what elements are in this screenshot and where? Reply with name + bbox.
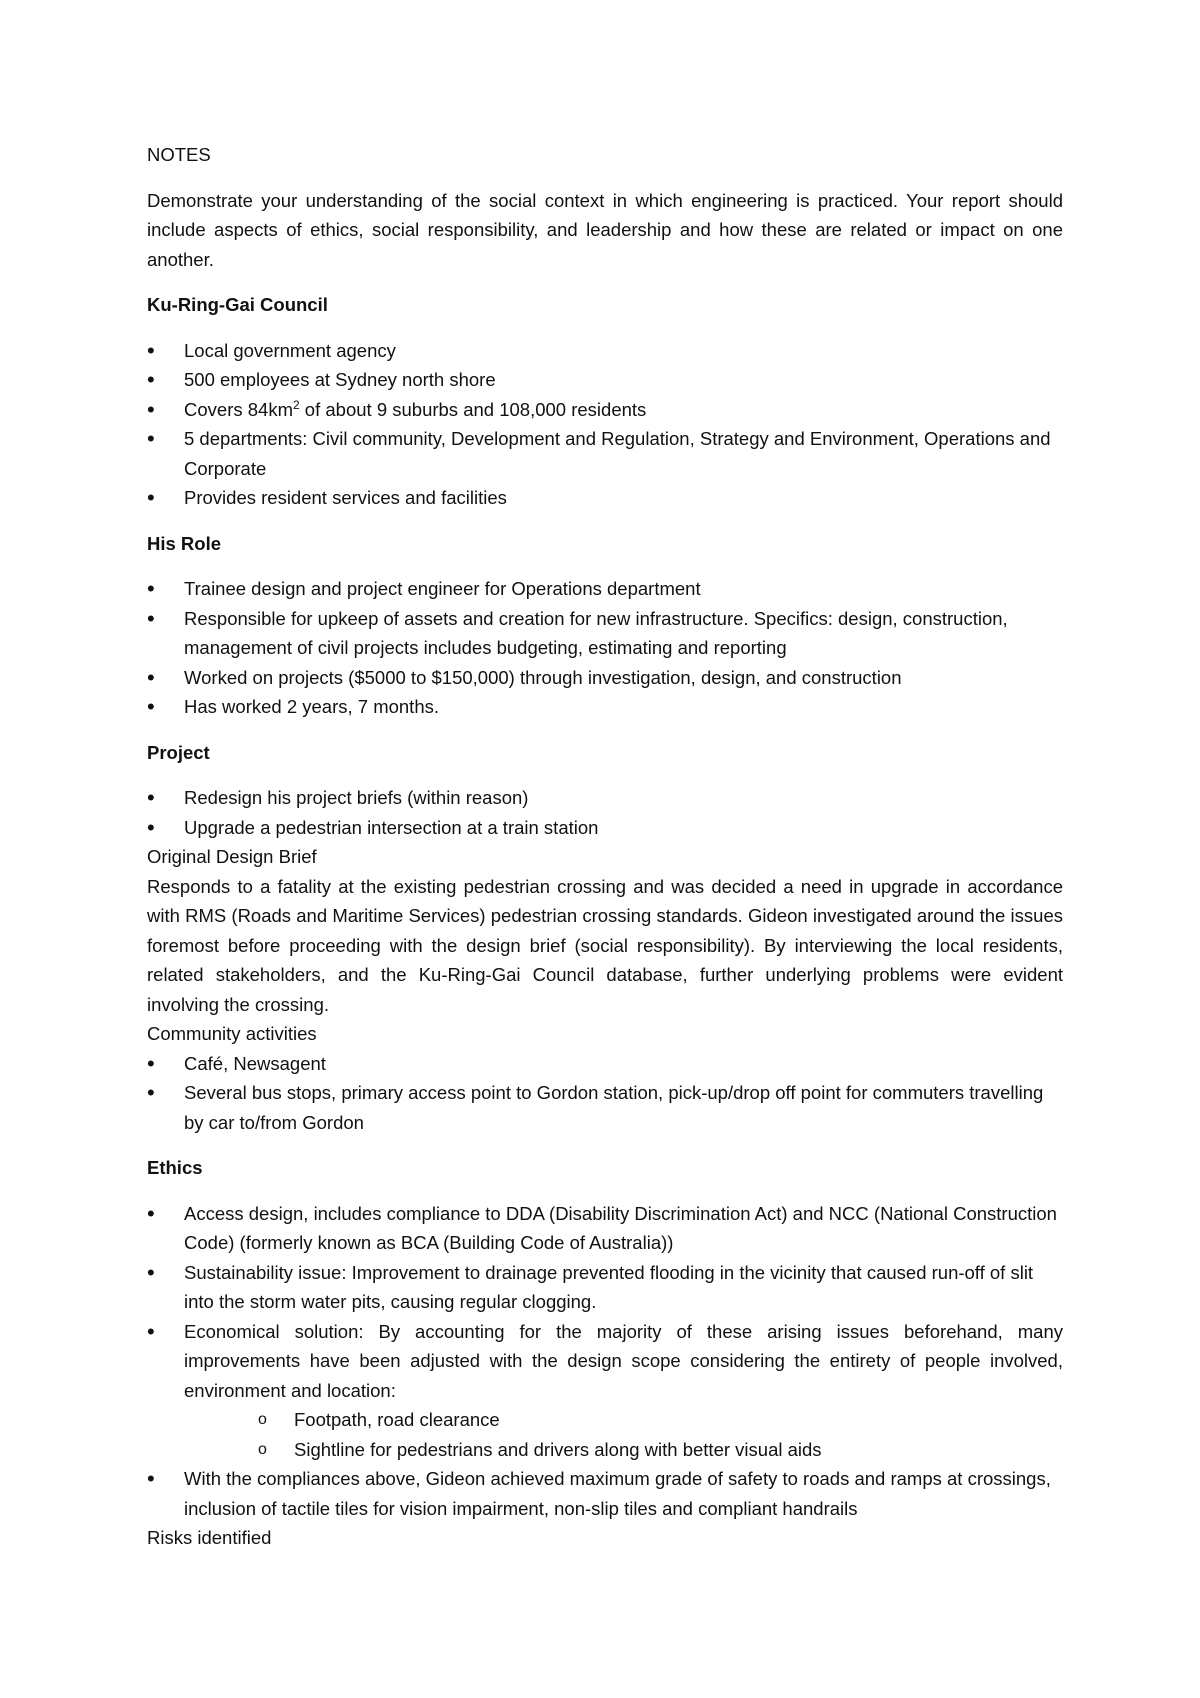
list-item: • Worked on projects ($5000 to $150,000) through investigation, design, and construction <box>147 663 1063 693</box>
list-item: • Sustainability issue: Improvement to drainage prevented flooding in the vicinity that caused run-off of slit into the storm water pits, causing regular clogging. <box>147 1258 1063 1317</box>
list-item: • Upgrade a pedestrian intersection at a train station <box>147 813 1063 843</box>
area-text-rest: of about 9 suburbs and 108,000 residents <box>299 398 647 420</box>
list-item: • 500 employees at Sydney north shore <box>147 365 1063 395</box>
list-item: • Has worked 2 years, 7 months. <box>147 692 1063 722</box>
risks-title: Risks identified <box>147 1527 272 1548</box>
list-item: • Access design, includes compliance to DDA (Disability Discrimination Act) and NCC (National Construction Code) (formerly known as BCA (Building Code of Australia)) <box>147 1199 1063 1258</box>
community-title: Community activities <box>147 1023 317 1044</box>
list-item: • Trainee design and project engineer for Operations department <box>147 574 1063 604</box>
list-item <box>147 395 1063 425</box>
superscript: 2 <box>292 397 300 412</box>
area-text: Covers 84km <box>184 398 293 420</box>
project-heading: Project <box>147 741 210 763</box>
list-item <box>147 1317 1063 1465</box>
sub-list-item: o Footpath, road clearance <box>184 1405 1063 1435</box>
brief-paragraph: Responds to a fatality at the existing pedestrian crossing and was decided a need in upgrade in accordance with RMS (Roads and Maritime Services) pedestrian crossing standards. Gideon investigated around the issues foremost before proceeding with the design brief (social responsibility). By interviewing the local residents, related stakeholders, and the Ku-Ring-Gai Council database, further underlying problems were evident involving the crossing. <box>147 875 1063 1015</box>
list-item: • Responsible for upkeep of assets and creation for new infrastructure. Specifics: design, construction, management of civil projects includes budgeting, estimating and reporting <box>147 604 1063 663</box>
list-item: • Provides resident services and facilities <box>147 483 1063 513</box>
council-heading: Ku-Ring-Gai Council <box>147 294 328 315</box>
list-item: • Local government agency <box>147 336 1063 366</box>
ethics-heading: Ethics <box>147 1157 203 1178</box>
list-item: • Café, Newsagent <box>147 1049 1063 1079</box>
sub-list-item: o Sightline for pedestrians and drivers along with better visual aids <box>184 1435 1063 1465</box>
ethics-list <box>147 1199 1063 1524</box>
brief-title: Original Design Brief <box>147 846 317 867</box>
community-list <box>147 1049 1063 1138</box>
intro-paragraph: Demonstrate your understanding of the social context in which engineering is practiced. Your report should include aspects of ethics, social responsibility, and leadership and how these are related or impact on one another. <box>147 189 1063 270</box>
notes-heading: NOTES <box>147 144 211 165</box>
list-item: • 5 departments: Civil community, Development and Regulation, Strategy and Environment, Operations and Corporate <box>147 424 1063 483</box>
document-page <box>147 140 1063 1553</box>
role-list <box>147 574 1063 722</box>
council-list <box>147 336 1063 513</box>
list-item: • With the compliances above, Gideon achieved maximum grade of safety to roads and ramps at crossings, inclusion of tactile tiles for vision impairment, non-slip tiles and compliant handrails <box>147 1464 1063 1523</box>
ethics-sublist <box>184 1405 1063 1464</box>
list-item: • Several bus stops, primary access point to Gordon station, pick-up/drop off point for commuters travelling by car to/from Gordon <box>147 1078 1063 1137</box>
economical-text: Economical solution: By accounting for the majority of these arising issues beforehand, many improvements have been adjusted with the design scope considering the entirety of people involved, environment and location: <box>184 1320 1063 1401</box>
role-heading: His Role <box>147 532 222 554</box>
list-item: • Redesign his project briefs (within reason) <box>147 783 1063 813</box>
project-list <box>147 783 1063 842</box>
